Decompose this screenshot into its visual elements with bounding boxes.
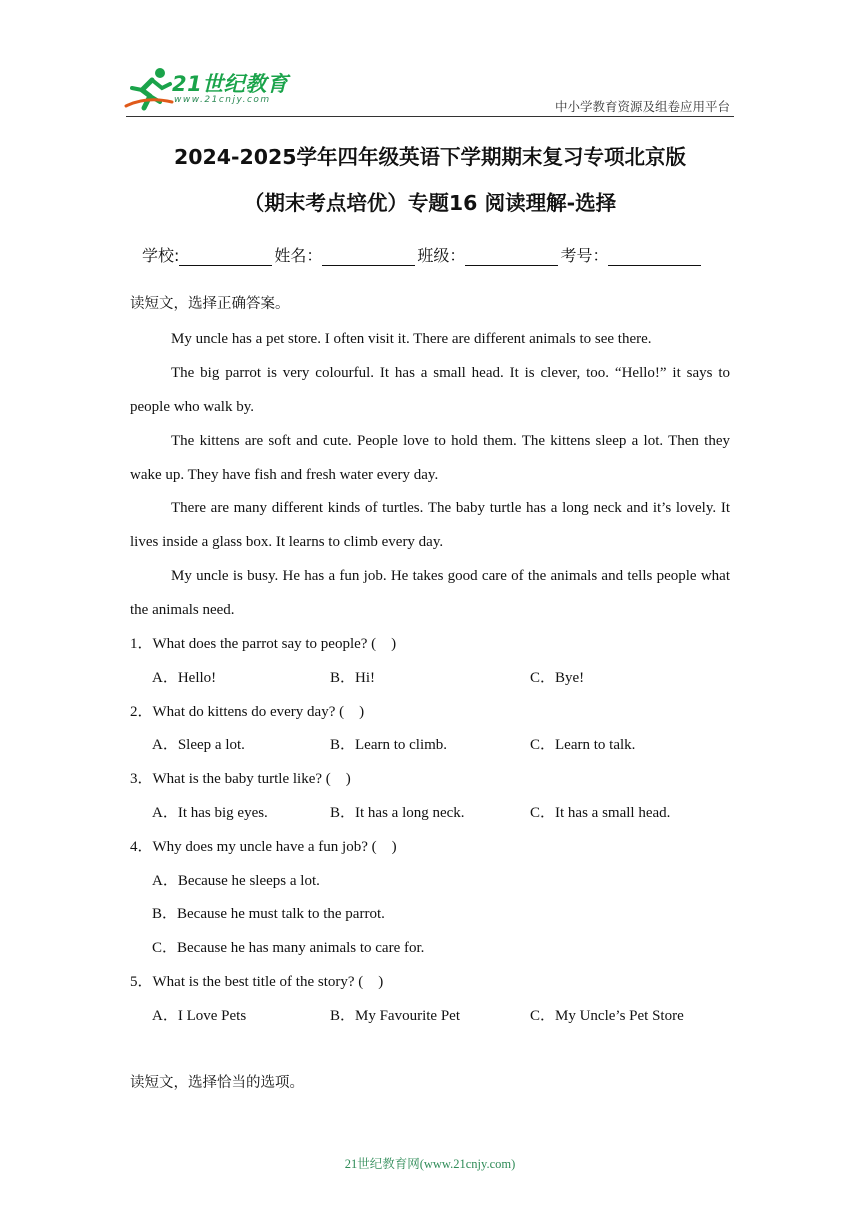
- number-blank[interactable]: [608, 249, 701, 266]
- q3-option-c[interactable]: C．It has a small head.: [530, 805, 671, 821]
- platform-name: 中小学教育资源及组卷应用平台: [554, 99, 730, 114]
- runner-logo-icon: [122, 66, 174, 112]
- q2-option-c[interactable]: C．Learn to talk.: [530, 737, 636, 753]
- q4-option-c[interactable]: C．Because he has many animals to care for.: [152, 940, 425, 956]
- q4-option-b[interactable]: B．Because he must talk to the parrot.: [152, 906, 385, 922]
- passage-paragraph: There are many different kinds of turtles. The baby turtle has a long neck and it’s lovely. It: [171, 500, 730, 516]
- q1-option-b[interactable]: B．Hi!: [330, 670, 376, 686]
- question-5: 5．What is the best title of the story? ( ): [130, 974, 384, 990]
- passage-line: wake up. They have fish and fresh water every day.: [130, 467, 439, 483]
- page-footer[interactable]: 21世纪教育网(www.21cnjy.com): [344, 1157, 516, 1171]
- q2-option-b[interactable]: B．Learn to climb.: [330, 737, 448, 753]
- passage-paragraph: My uncle has a pet store. I often visit it. There are different animals to see there.: [171, 331, 652, 347]
- passage-line: lives inside a glass box. It learns to climb every day.: [130, 534, 444, 550]
- passage-line: the animals need.: [130, 602, 235, 618]
- header-divider: [126, 116, 734, 117]
- q4-option-a[interactable]: A．Because he sleeps a lot.: [152, 873, 320, 889]
- passage-paragraph: The big parrot is very colourful. It has a small head. It is clever, too. “Hello!” it says to: [171, 365, 730, 381]
- q1-option-a[interactable]: A．Hello!: [152, 670, 217, 686]
- school-blank[interactable]: [179, 249, 272, 266]
- question-1: 1．What does the parrot say to people? ( ): [130, 636, 397, 652]
- q1-option-c[interactable]: C．Bye!: [530, 670, 585, 686]
- class-blank[interactable]: [465, 249, 558, 266]
- q5-option-c[interactable]: C．My Uncle’s Pet Store: [530, 1008, 684, 1024]
- brand-logo: [122, 66, 292, 114]
- question-2: 2．What do kittens do every day? ( ): [130, 704, 365, 720]
- school-label: 学校:: [142, 246, 180, 265]
- logo-text: 21世纪教育: [172, 72, 289, 96]
- question-4: 4．Why does my uncle have a fun job? ( ): [130, 839, 397, 855]
- passage-line: people who walk by.: [130, 399, 254, 415]
- student-info-line: [142, 243, 703, 266]
- passage-paragraph: The kittens are soft and cute. People love to hold them. The kittens sleep a lot. Then they: [171, 433, 730, 449]
- q5-option-b[interactable]: B．My Favourite Pet: [330, 1008, 460, 1024]
- number-label: 考号：: [560, 246, 609, 265]
- q5-option-a[interactable]: A．I Love Pets: [152, 1008, 247, 1024]
- name-label: 姓名：: [274, 246, 323, 265]
- q3-option-a[interactable]: A．It has big eyes.: [152, 805, 268, 821]
- document-subtitle: （期末考点培优）专题16 阅读理解-选择: [243, 191, 617, 215]
- logo-url: www.21cnjy.com: [174, 95, 271, 105]
- passage-paragraph: My uncle is busy. He has a fun job. He takes good care of the animals and tells people what: [171, 568, 730, 584]
- document-title: 2024-2025学年四年级英语下学期期末复习专项北京版: [173, 145, 687, 169]
- name-blank[interactable]: [322, 249, 415, 266]
- q3-option-b[interactable]: B．It has a long neck.: [330, 805, 465, 821]
- q2-option-a[interactable]: A．Sleep a lot.: [152, 737, 245, 753]
- question-3: 3．What is the baby turtle like? ( ): [130, 771, 351, 787]
- page-header: [0, 0, 860, 120]
- class-label: 班级：: [417, 246, 466, 265]
- instruction-2: 读短文，选择恰当的选项。: [130, 1075, 304, 1091]
- instruction: 读短文，选择正确答案。: [130, 296, 290, 312]
